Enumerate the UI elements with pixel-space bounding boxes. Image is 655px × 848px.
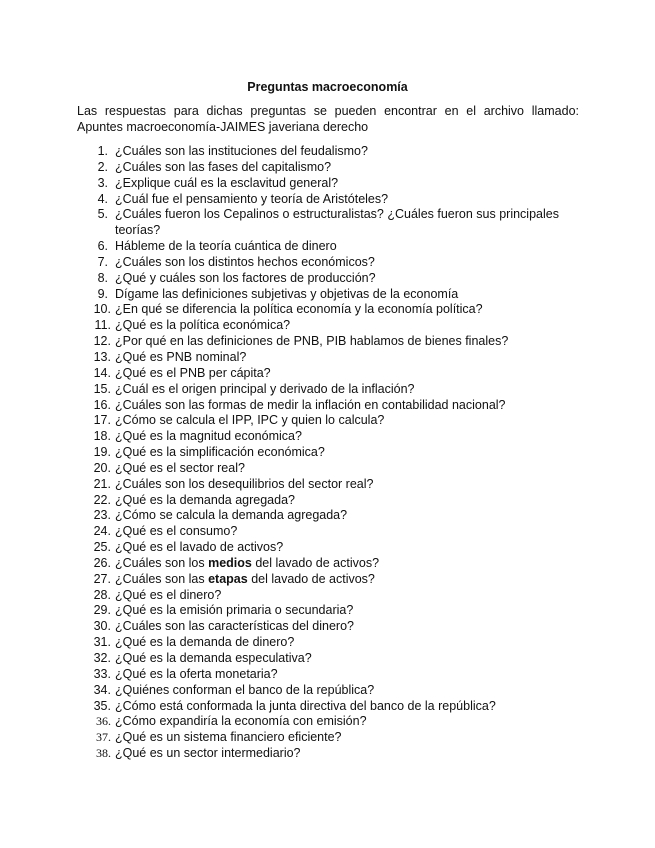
question-item xyxy=(78,746,580,762)
question-item xyxy=(78,699,580,715)
intro-line-1: Las respuestas para dichas preguntas se pueden encontrar en el archivo llamado: xyxy=(77,104,579,118)
questions-list xyxy=(78,144,580,762)
question-text: ¿Qué es la oferta monetaria? xyxy=(115,666,278,681)
question-number: 25. xyxy=(93,540,111,555)
question-item xyxy=(78,413,580,429)
question-text: ¿Qué es la simplificación económica? xyxy=(115,445,325,460)
question-item xyxy=(78,667,580,683)
question-number: 14. xyxy=(93,365,111,380)
question-text-bold: etapas xyxy=(208,571,248,586)
question-item xyxy=(78,302,580,318)
question-number: 18. xyxy=(93,429,111,444)
question-text: ¿Qué es el consumo? xyxy=(115,524,238,539)
question-item xyxy=(78,524,580,540)
question-number: 12. xyxy=(93,334,111,349)
question-item xyxy=(78,350,580,366)
question-number: 30. xyxy=(93,619,111,634)
question-number: 13. xyxy=(93,349,111,364)
question-text: ¿Cómo se calcula el IPP, IPC y quien lo calcula? xyxy=(115,413,385,428)
question-item xyxy=(78,651,580,667)
question-number: 1. xyxy=(97,144,108,158)
question-number: 27. xyxy=(93,571,111,586)
question-text: ¿Qué es PNB nominal? xyxy=(115,349,247,364)
question-text: ¿Cuáles son los distintos hechos económicos? xyxy=(115,254,375,269)
question-text: ¿Qué es la demanda de dinero? xyxy=(115,635,295,650)
question-text: ¿Qué es la magnitud económica? xyxy=(115,429,302,444)
question-item xyxy=(78,334,580,350)
question-item xyxy=(78,192,580,208)
question-item xyxy=(78,287,580,303)
question-text: ¿Cuáles son las formas de medir la inflación en contabilidad nacional? xyxy=(115,397,506,412)
question-number: 33. xyxy=(93,666,111,681)
question-item xyxy=(78,429,580,445)
question-number: 20. xyxy=(93,460,111,475)
question-item xyxy=(78,398,580,414)
question-item xyxy=(78,635,580,651)
question-number: 24. xyxy=(93,524,111,539)
question-number: 38. xyxy=(96,746,111,761)
question-number: 15. xyxy=(93,381,111,396)
question-text: Dígame las definiciones subjetivas y objetivas de la economía xyxy=(115,286,459,301)
question-text: ¿Quiénes conforman el banco de la república? xyxy=(115,682,375,697)
question-text-bold: medios xyxy=(208,555,252,570)
intro-paragraph xyxy=(77,103,579,135)
question-number: 6. xyxy=(97,239,108,254)
question-number: 22. xyxy=(93,492,111,507)
question-text: ¿Qué es la emisión primaria o secundaria? xyxy=(115,603,354,618)
question-item xyxy=(78,144,580,160)
question-number: 2. xyxy=(97,159,108,174)
question-item xyxy=(78,318,580,334)
question-number: 9. xyxy=(97,286,108,301)
question-number: 23. xyxy=(93,508,111,523)
question-item xyxy=(78,160,580,176)
question-text: ¿Qué es el dinero? xyxy=(115,587,222,602)
question-number: 16. xyxy=(93,397,111,412)
question-item xyxy=(78,619,580,635)
question-text: ¿Qué es el lavado de activos? xyxy=(115,540,284,555)
question-item xyxy=(78,255,580,271)
question-text: ¿Qué es el PNB per cápita? xyxy=(115,365,271,380)
question-item xyxy=(78,572,580,588)
question-number: 34. xyxy=(93,682,111,697)
question-text: ¿Explique cuál es la esclavitud general? xyxy=(115,175,339,190)
question-number: 3. xyxy=(97,175,108,190)
question-number: 35. xyxy=(93,698,111,713)
question-item xyxy=(78,477,580,493)
question-text: ¿Cuál es el origen principal y derivado de la inflación? xyxy=(115,381,415,396)
question-item xyxy=(78,588,580,604)
question-number: 8. xyxy=(97,270,108,285)
question-number: 28. xyxy=(93,587,111,602)
question-item xyxy=(78,714,580,730)
question-text: ¿Qué es un sector intermediario? xyxy=(115,746,301,761)
question-number: 26. xyxy=(93,555,111,570)
question-number: 17. xyxy=(93,413,111,428)
question-number: 19. xyxy=(93,445,111,460)
question-number: 4. xyxy=(97,191,108,206)
question-number: 29. xyxy=(93,603,111,618)
question-text: Hábleme de la teoría cuántica de dinero xyxy=(115,239,337,254)
question-item xyxy=(78,382,580,398)
question-item xyxy=(78,207,580,239)
question-number: 32. xyxy=(93,651,111,665)
question-number: 5. xyxy=(97,207,108,222)
question-item xyxy=(78,508,580,524)
question-text: ¿Cuáles son las características del dinero? xyxy=(115,619,355,634)
question-text: ¿Cuál fue el pensamiento y teoría de Aristóteles? xyxy=(115,191,389,206)
question-text: ¿Cuáles son las fases del capitalismo? xyxy=(115,159,332,174)
question-text: ¿Por qué en las definiciones de PNB, PIB hablamos de bienes finales? xyxy=(115,334,509,349)
question-item xyxy=(78,366,580,382)
question-text: ¿Cuáles son las instituciones del feudalismo? xyxy=(115,144,368,158)
question-item xyxy=(78,730,580,746)
question-item xyxy=(78,445,580,461)
question-text-post: del lavado de activos? xyxy=(251,555,380,570)
intro-line-2: Apuntes macroeconomía-JAIMES javeriana derecho xyxy=(77,120,369,134)
question-text: ¿Cómo se calcula la demanda agregada? xyxy=(115,508,348,523)
question-item xyxy=(78,540,580,556)
question-text-pre: ¿Cuáles son los xyxy=(115,555,209,570)
question-number: 31. xyxy=(93,635,111,650)
question-item xyxy=(78,271,580,287)
question-number: 11. xyxy=(94,318,111,333)
question-text: ¿Qué es la demanda especulativa? xyxy=(115,651,312,665)
question-text: ¿Cuáles son los desequilibrios del sector real? xyxy=(115,476,374,491)
question-text: ¿Qué es un sistema financiero eficiente? xyxy=(115,730,342,745)
question-number: 7. xyxy=(97,254,108,269)
question-text xyxy=(115,556,379,570)
question-text: ¿Qué es la política económica? xyxy=(115,318,291,333)
question-number: 37. xyxy=(96,730,111,745)
question-text: ¿Cuáles fueron los Cepalinos o estructuralistas? ¿Cuáles fueron sus principales teorías? xyxy=(115,207,559,238)
question-text-post: del lavado de activos? xyxy=(247,571,375,586)
question-text: ¿Cómo expandiría la economía con emisión? xyxy=(115,714,367,729)
question-item xyxy=(78,493,580,509)
question-number: 36. xyxy=(96,714,111,729)
question-text: ¿Qué es la demanda agregada? xyxy=(115,492,295,507)
question-number: 10. xyxy=(93,302,111,317)
question-item xyxy=(78,176,580,192)
question-text xyxy=(115,572,375,586)
question-text: ¿Qué y cuáles son los factores de producción? xyxy=(115,270,376,285)
question-item xyxy=(78,556,580,572)
document-title: Preguntas macroeconomía xyxy=(247,80,408,94)
question-number: 21. xyxy=(93,476,111,491)
question-item xyxy=(78,239,580,255)
question-item xyxy=(78,683,580,699)
question-text: ¿En qué se diferencia la política economía y la economía política? xyxy=(115,302,483,317)
question-text: ¿Qué es el sector real? xyxy=(115,460,245,475)
question-item xyxy=(78,461,580,477)
question-text-pre: ¿Cuáles son las xyxy=(115,571,209,586)
question-text: ¿Cómo está conformada la junta directiva del banco de la república? xyxy=(115,698,496,713)
question-item xyxy=(78,603,580,619)
